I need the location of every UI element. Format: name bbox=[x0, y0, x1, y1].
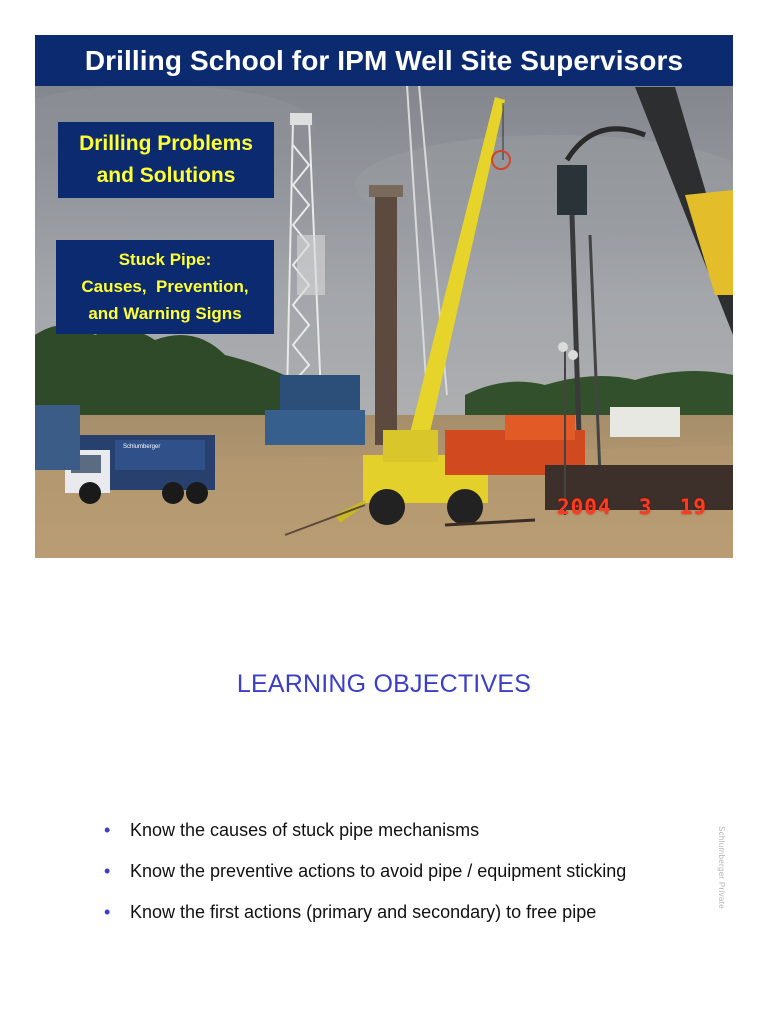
truck-logo-text: Schlumberger bbox=[123, 444, 161, 450]
objective-item bbox=[104, 818, 626, 859]
hero-photo-panel bbox=[35, 35, 733, 558]
subtopic-line-2: Causes, Prevention, bbox=[81, 277, 249, 296]
objective-item bbox=[104, 900, 626, 941]
slide-title-banner: Drilling School for IPM Well Site Supervisors bbox=[35, 35, 733, 86]
classification-watermark: Schlumberger Private bbox=[717, 826, 726, 909]
topic-line-1: Drilling Problems bbox=[79, 132, 253, 155]
objective-item bbox=[104, 859, 626, 900]
objectives-list bbox=[104, 818, 626, 941]
bullet-icon: • bbox=[104, 902, 111, 922]
topic-box bbox=[58, 122, 274, 198]
topic-line-2: and Solutions bbox=[96, 164, 236, 187]
subtopic-box bbox=[56, 240, 274, 334]
bullet-icon: • bbox=[104, 861, 111, 881]
learning-objectives-heading: LEARNING OBJECTIVES bbox=[236, 670, 532, 698]
bullet-icon: • bbox=[104, 820, 111, 840]
objective-text: Know the preventive actions to avoid pipe / equipment sticking bbox=[130, 861, 627, 881]
subtopic-line-1: Stuck Pipe: bbox=[118, 250, 212, 269]
objective-text: Know the first actions (primary and secondary) to free pipe bbox=[130, 902, 597, 922]
photo-date-stamp: 2004 3 19 bbox=[557, 495, 708, 519]
objective-text: Know the causes of stuck pipe mechanisms bbox=[130, 820, 480, 840]
subtopic-line-3: and Warning Signs bbox=[88, 304, 242, 323]
